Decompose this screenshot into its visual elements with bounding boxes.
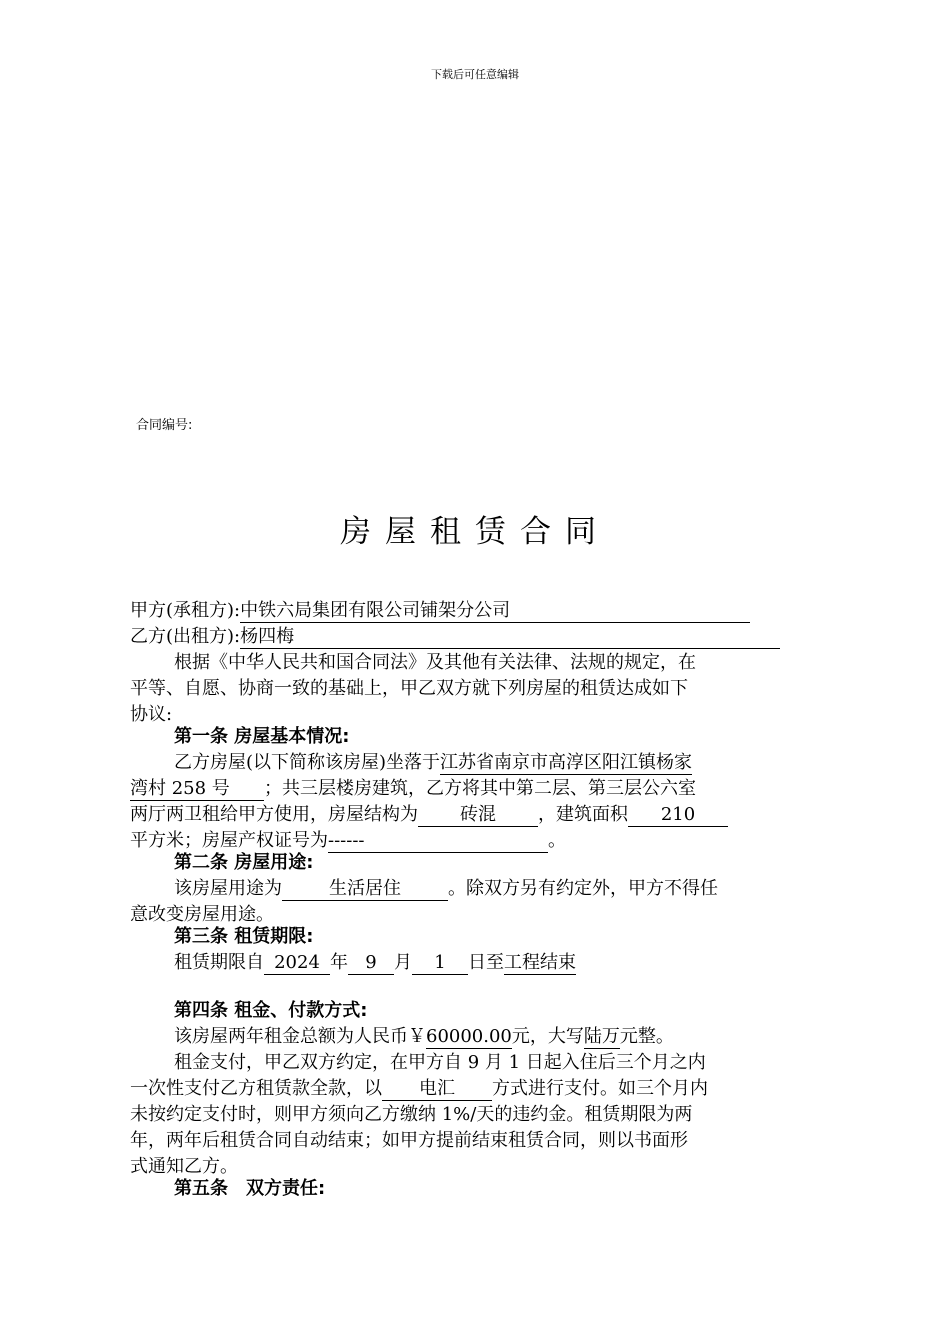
article-4-text: 该房屋两年租金总额为人民币￥ <box>174 1026 426 1047</box>
property-address-cont: 湾村 258 号 <box>130 778 264 801</box>
article-3-text: 日至 <box>468 952 504 973</box>
article-3-line-1 <box>174 950 576 976</box>
party-a-value: 中铁六局集团有限公司铺架分公司 <box>240 600 750 623</box>
article-5-heading: 第五条 双方责任: <box>174 1178 326 1199</box>
party-b-label: 乙方(出租方): <box>130 626 241 647</box>
article-4-line-3 <box>130 1076 708 1102</box>
article-2-line-2: 意改变房屋用途。 <box>130 904 274 925</box>
article-4-line-1 <box>174 1024 674 1050</box>
article-1-text: 平方米；房屋产权证号为 <box>130 830 328 851</box>
lease-end: 工程结束 <box>504 952 576 973</box>
article-3-text: 年 <box>330 952 348 973</box>
contract-number-label: 合同编号: <box>136 418 193 433</box>
article-4-text: 元整。 <box>619 1026 674 1047</box>
article-2-heading: 第二条 房屋用途: <box>174 852 314 873</box>
article-4-line-5: 年，两年后租赁合同自动结束；如甲方提前结束租赁合同，则以书面形 <box>130 1130 688 1151</box>
document-title: 房屋租赁合同 <box>340 514 610 550</box>
article-4-heading: 第四条 租金、付款方式: <box>174 1000 368 1021</box>
intro-line-1: 根据《中华人民共和国合同法》及其他有关法律、法规的规定，在 <box>174 652 696 673</box>
article-1-text: ，建筑面积 <box>538 804 628 825</box>
article-2-text: 。除双方另有约定外，甲方不得任 <box>448 878 718 899</box>
rent-amount-chinese: 陆万 <box>583 1026 620 1047</box>
header-note: 下载后可任意编辑 <box>431 68 519 81</box>
property-cert-no: ------ <box>328 830 548 853</box>
article-2-line-1 <box>174 876 718 902</box>
article-1-heading: 第一条 房屋基本情况: <box>174 726 350 747</box>
article-1-text: 。 <box>548 830 566 851</box>
party-b-value: 杨四梅 <box>240 626 780 649</box>
article-4-line-6: 式通知乙方。 <box>130 1156 238 1177</box>
article-4-line-2: 租金支付，甲乙双方约定，在甲方自 9 月 1 日起入住后三个月之内 <box>174 1052 706 1073</box>
building-structure: 砖混 <box>418 804 538 827</box>
article-1-line-3 <box>130 802 728 828</box>
building-area: 210 <box>628 804 728 827</box>
article-1-text: 乙方房屋(以下简称该房屋)坐落于 <box>174 752 441 773</box>
payment-method: 电汇 <box>382 1078 492 1101</box>
article-3-text: 月 <box>394 952 412 973</box>
property-use: 生活居住 <box>282 878 448 901</box>
article-1-line-2 <box>130 776 696 802</box>
article-4-line-4: 未按约定支付时，则甲方须向乙方缴纳 1%/天的违约金。租赁期限为两 <box>130 1104 693 1125</box>
party-a-label: 甲方(承租方): <box>130 600 241 621</box>
party-a-line <box>130 598 750 624</box>
article-3-text: 租赁期限自 <box>174 952 264 973</box>
property-address: 江苏省南京市高淳区阳江镇杨家 <box>440 752 693 773</box>
article-1-text: ；共三层楼房建筑，乙方将其中第二层、第三层公六室 <box>264 778 696 799</box>
article-1-line-1 <box>174 750 692 776</box>
article-4-text: 方式进行支付。如三个月内 <box>492 1078 708 1099</box>
rent-amount: 60000.00 <box>426 1026 512 1047</box>
article-3-heading: 第三条 租赁期限: <box>174 926 314 947</box>
article-1-text: 两厅两卫租给甲方使用，房屋结构为 <box>130 804 418 825</box>
party-b-line <box>130 624 780 650</box>
lease-start-day: 1 <box>412 952 468 975</box>
intro-line-2: 平等、自愿、协商一致的基础上，甲乙双方就下列房屋的租赁达成如下 <box>130 678 688 699</box>
article-2-text: 该房屋用途为 <box>174 878 282 899</box>
article-4-text: 一次性支付乙方租赁款全款，以 <box>130 1078 382 1099</box>
article-4-text: 元，大写 <box>511 1026 584 1047</box>
lease-start-month: 9 <box>348 952 394 975</box>
lease-start-year: 2024 <box>264 952 330 975</box>
intro-line-3: 协议: <box>130 704 173 725</box>
